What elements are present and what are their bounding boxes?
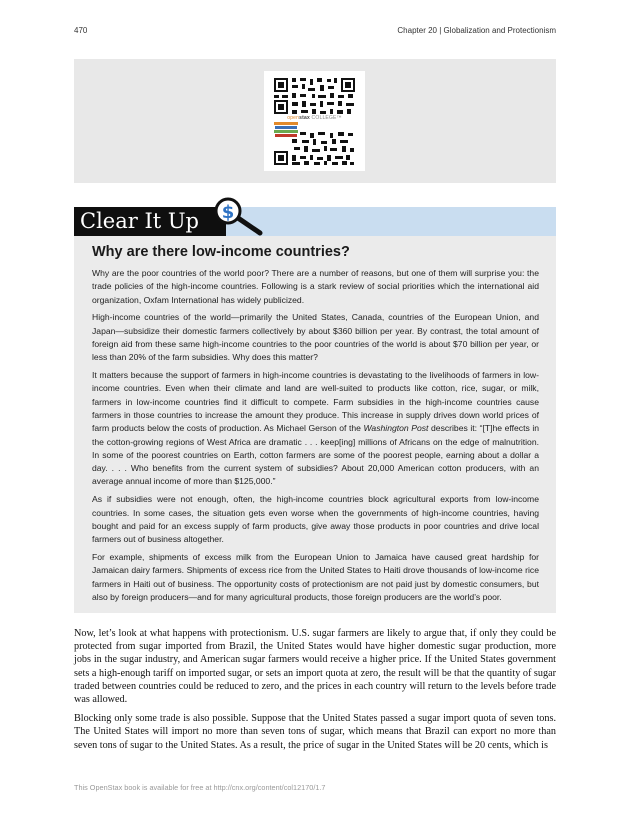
feature-body (92, 267, 539, 609)
qr-code-top-icon (272, 76, 357, 116)
feature-paragraph: High-income countries of the world—primarily the United States, Canada, countries of the European Union, and Japan—subsidize their domestic farmers collectively by about $360 billion per year. By contrast, the total amount of foreign aid from these same high-income countries to the poor countries of the world is about $70 billion per year, or less than 20% of the farm subsidies. Why does this matter? (92, 312, 539, 363)
main-body (74, 627, 556, 758)
page-number: 470 (74, 26, 88, 35)
openstax-logo: openstax COLLEGE™ (287, 115, 342, 121)
qr-code-card[interactable] (264, 71, 365, 171)
feature-paragraph: For example, shipments of excess milk from the European Union to Jamaica have caused great hardship for Jamaican dairy farmers. Shipments of excess rice from the United States to Haiti drove thousands of low-income rice farmers in Haiti out of business. The opportunity costs of protectionism are not paid just by domestic consumers, but also by foreign producers—and for many agricultural products, those foreign producers are the world’s poor. (92, 551, 539, 602)
qr-code-bottom-icon (272, 131, 357, 167)
footer-note: This OpenStax book is available for free at http://cnx.org/content/col12170/1.7 (74, 783, 326, 792)
body-paragraph: Blocking only some trade is also possible. Suppose that the United States passed a sugar import quota of seven tons. The United States will import no more than seven tons of sugar, which means that Brazil can export no more than seven tons of sugar to the United States. As a result, the price of sugar in the United States will be 20 cents, which is (74, 713, 556, 751)
source-citation: Washington Post (363, 423, 429, 434)
body-paragraph: Now, let’s look at what happens with protectionism. U.S. sugar farmers are likely to argue that, if only they could be protected from sugar imported from Brazil, the United States would have higher domestic sugar production, more jobs in the sugar industry, and American sugar farmers would receive a higher price. If the United States government sets a high-enough tariff on imported sugar, or sets an import quota at zero, the result will be that the quantity of sugar traded between countries could be reduced to zero, and the prices in each country will return to the levels before trade was allowed. (74, 628, 556, 706)
feature-heading: Why are there low-income countries? (92, 244, 350, 260)
feature-label: Clear It Up (74, 207, 226, 236)
feature-paragraph-gerson: It matters because the support of farmers in high-income countries is devastating to the livelihoods of farmers in low-income countries. Even when their climate and land are well-suited to products like cotton, rice, sugar, or milk, farmers in low-income countries find it difficult to compete. Farm subsidies in the high-income countries cause farmers in those countries to increase the amount they produce. This increase in supply drives down world prices of farm products below the costs of production. As Michael Gerson of the Washington Post describes it: “[T]he effects in the cotton-growing regions of West Africa are dramatic . . . keep[ing] millions of Africans on the edge of malnutrition. In some of the poorest countries on Earth, cotton farmers are some of the poorest people, earning about a dollar a day. . . . Who benefits from the current system of subsidies? About 20,000 American cotton producers, with an average annual income of more than $125,000.” (92, 370, 540, 487)
qr-code-panel (74, 59, 556, 183)
chapter-title: Chapter 20 | Globalization and Protectionism (397, 26, 556, 35)
svg-text:$: $ (221, 202, 235, 223)
feature-paragraph: Why are the poor countries of the world poor? There are a number of reasons, but one of them will surprise you: the trade policies of the high-income countries. Following is a stark review of social priorities which the international aid organization, Oxfam International has widely publicized. (92, 268, 539, 305)
magnifier-dollar-icon (212, 196, 264, 240)
feature-paragraph: As if subsidies were not enough, often, the high-income countries block agricultural exports from low-income countries. In some cases, the situation gets even worse when the governments of high-income countries, having bought and paid for an excess supply of farm products, give away those products in poor countries and drive local farmers out of business altogether. (92, 494, 539, 545)
